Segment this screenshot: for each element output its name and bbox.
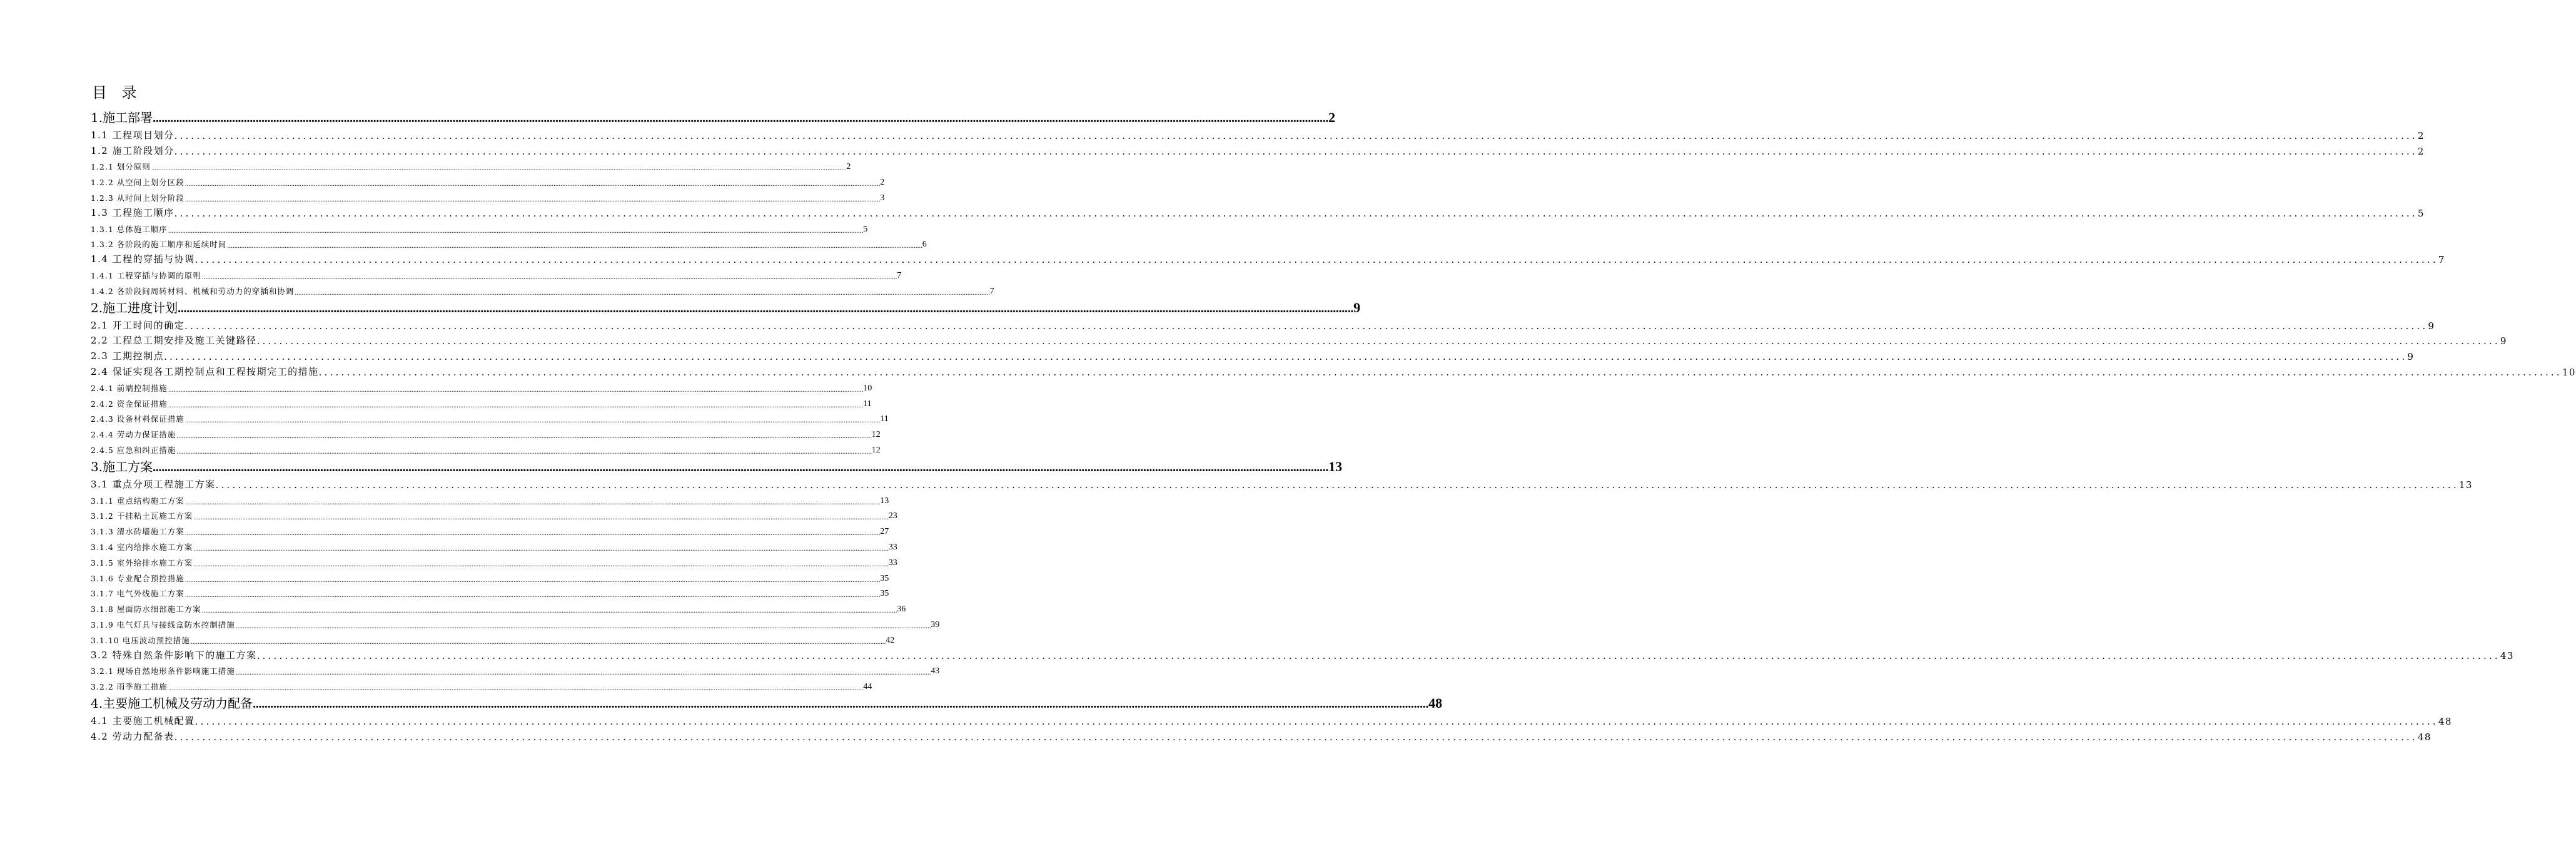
toc-entry-level-3[interactable]	[91, 219, 868, 235]
toc-entry-level-1[interactable]	[91, 106, 1336, 126]
toc-entry-label: 3.1.10 电压波动预控措施	[91, 635, 190, 645]
toc-entry-page-number: 13	[2458, 479, 2473, 491]
toc-entry-label: 1.4.1 工程穿插与协调的原则	[91, 270, 201, 280]
toc-entry-page-number: 13	[880, 496, 889, 506]
toc-entry-level-3[interactable]	[91, 676, 872, 693]
dot-leader: ................................................................................................................................................................................................................................................................................................................................................................................................................	[253, 697, 1429, 711]
toc-entry-level-3[interactable]	[91, 188, 885, 203]
toc-entry-label: 1.3.1 总体施工顺序	[91, 224, 168, 234]
toc-entry-page-number: 11	[863, 399, 872, 409]
toc-entry-label: 1.3.2 各阶段的施工顺序和延续时间	[91, 240, 227, 250]
toc-entry-page-number: 48	[1428, 695, 1443, 711]
toc-entry-page-number: 2	[880, 178, 885, 188]
toc-entry-page-number: 9	[1353, 299, 1361, 315]
toc-entry-page-number: 35	[880, 573, 889, 583]
toc-entry-label: 1.2.1 划分原则	[91, 162, 151, 172]
toc-entry-label: 3.1.1 重点结构施工方案	[91, 496, 184, 506]
toc-entry-label: 3.1.3 清水砖墙施工方案	[91, 527, 184, 537]
toc-entry-level-2[interactable]	[91, 475, 2473, 491]
toc-entry-page-number: 48	[2417, 731, 2432, 743]
dot-leader: ................................................................................................................................................................................................................................................................................................................................................................................................................	[153, 460, 1329, 474]
toc-entry-page-number: 10	[863, 383, 872, 393]
toc-entry-label: 2.4.2 资金保证措施	[91, 399, 168, 409]
dot-leader: ................................................................................................................................................................................................................................................................................................................................................................................................................	[184, 320, 2428, 332]
toc-entry-level-3[interactable]	[91, 172, 885, 188]
toc-entry-level-2[interactable]	[91, 203, 2425, 219]
dot-leader: ................................................................................................................................................................................................................................................................................................................................................................................................................	[176, 433, 872, 441]
toc-entry-page-number: 2	[2417, 130, 2425, 141]
toc-entry-level-3[interactable]	[91, 584, 889, 599]
toc-entry-page-number: 7	[897, 270, 902, 280]
toc-entry-page-number: 13	[1328, 458, 1343, 474]
toc-entry-level-3[interactable]	[91, 599, 906, 615]
toc-entry-page-number: 7	[989, 286, 994, 296]
toc-entry-page-number: 43	[2500, 650, 2514, 661]
dot-leader: ................................................................................................................................................................................................................................................................................................................................................................................................................	[215, 479, 2459, 491]
toc-entry-page-number: 2	[846, 162, 851, 172]
dot-leader: ................................................................................................................................................................................................................................................................................................................................................................................................................	[201, 608, 897, 615]
toc-entry-label: 4.主要施工机械及劳动力配备	[91, 696, 253, 711]
dot-leader: ................................................................................................................................................................................................................................................................................................................................................................................................................	[174, 731, 2418, 743]
dot-leader: ................................................................................................................................................................................................................................................................................................................................................................................................................	[295, 289, 990, 297]
toc-entry-level-3[interactable]	[91, 281, 994, 297]
toc-entry-label: 3.1.2 干挂粘土瓦施工方案	[91, 511, 193, 521]
toc-entry-level-3[interactable]	[91, 440, 881, 456]
dot-leader: ................................................................................................................................................................................................................................................................................................................................................................................................................	[256, 335, 2500, 347]
toc-entry-label: 3.1.8 屋面防水细部施工方案	[91, 604, 201, 614]
toc-entry-page-number: 12	[871, 430, 881, 440]
toc-entry-level-3[interactable]	[91, 409, 889, 425]
toc-entry-level-3[interactable]	[91, 424, 881, 441]
toc-entry-label: 2.1 开工时间的确定	[91, 319, 185, 331]
toc-entry-label: 2.2 工程总工期安排及施工关键路径	[91, 335, 257, 347]
toc-entry-page-number: 12	[871, 445, 881, 455]
dot-leader: ................................................................................................................................................................................................................................................................................................................................................................................................................	[318, 366, 2562, 378]
toc-entry-level-3[interactable]	[91, 235, 927, 250]
toc-list	[91, 106, 2576, 743]
toc-entry-label: 2.施工进度计划	[91, 300, 178, 315]
toc-entry-label: 1.4 工程的穿插与协调	[91, 253, 195, 265]
toc-entry-page-number: 33	[888, 542, 897, 552]
dot-leader: ................................................................................................................................................................................................................................................................................................................................................................................................................	[193, 545, 889, 553]
toc-entry-level-3[interactable]	[91, 506, 897, 522]
toc-entry-page-number: 5	[863, 224, 868, 234]
dot-leader: ................................................................................................................................................................................................................................................................................................................................................................................................................	[151, 165, 847, 173]
toc-entry-page-number: 39	[931, 619, 940, 629]
dot-leader: ................................................................................................................................................................................................................................................................................................................................................................................................................	[174, 145, 2418, 157]
toc-entry-level-3[interactable]	[91, 394, 872, 409]
toc-entry-page-number: 2	[1328, 110, 1336, 125]
toc-entry-level-2[interactable]	[91, 646, 2514, 661]
dot-leader: ................................................................................................................................................................................................................................................................................................................................................................................................................	[193, 561, 889, 568]
dot-leader: ................................................................................................................................................................................................................................................................................................................................................................................................................	[168, 227, 864, 235]
toc-entry-level-2[interactable]	[91, 141, 2425, 157]
toc-entry-page-number: 3	[880, 193, 885, 203]
toc-entry-label: 3.施工方案	[91, 459, 153, 474]
toc-entry-label: 2.3 工期控制点	[91, 350, 164, 362]
toc-entry-level-2[interactable]	[91, 711, 2452, 727]
toc-entry-label: 1.4.2 各阶段间周转材料、机械和劳动力的穿插和协调	[91, 286, 295, 296]
toc-entry-page-number: 2	[2417, 145, 2425, 157]
toc-entry-label: 3.1.9 电气灯具与接线盒防水控制措施	[91, 619, 235, 629]
toc-entry-level-3[interactable]	[91, 568, 889, 584]
dot-leader: ................................................................................................................................................................................................................................................................................................................................................................................................................	[178, 301, 1354, 315]
toc-entry-page-number: 6	[922, 240, 927, 250]
toc-entry-label: 1.2 施工阶段划分	[91, 145, 174, 156]
toc-entry-label: 3.2 特殊自然条件影响下的施工方案	[91, 649, 257, 661]
dot-leader: ................................................................................................................................................................................................................................................................................................................................................................................................................	[235, 623, 931, 630]
dot-leader: ................................................................................................................................................................................................................................................................................................................................................................................................................	[174, 207, 2418, 219]
toc-entry-page-number: 7	[2438, 254, 2445, 266]
toc-entry-level-3[interactable]	[91, 521, 889, 538]
dot-leader: ................................................................................................................................................................................................................................................................................................................................................................................................................	[193, 514, 889, 522]
toc-entry-level-3[interactable]	[91, 661, 940, 677]
toc-entry-level-3[interactable]	[91, 378, 872, 394]
dot-leader: ................................................................................................................................................................................................................................................................................................................................................................................................................	[184, 196, 881, 203]
toc-entry-page-number: 27	[880, 527, 889, 537]
toc-entry-level-2[interactable]	[91, 347, 2415, 363]
dot-leader: ................................................................................................................................................................................................................................................................................................................................................................................................................	[168, 402, 864, 409]
dot-leader: ................................................................................................................................................................................................................................................................................................................................................................................................................	[227, 243, 922, 250]
toc-entry-level-1[interactable]	[91, 692, 1443, 711]
dot-leader: ................................................................................................................................................................................................................................................................................................................................................................................................................	[235, 670, 931, 677]
toc-entry-level-1[interactable]	[91, 297, 1361, 316]
toc-entry-level-3[interactable]	[91, 157, 851, 173]
dot-leader: ................................................................................................................................................................................................................................................................................................................................................................................................................	[194, 715, 2438, 727]
toc-entry-level-2[interactable]	[91, 727, 2432, 743]
toc-entry-label: 1.1 工程项目划分	[91, 129, 174, 141]
toc-entry-page-number: 42	[886, 635, 895, 645]
toc-entry-label: 3.1.6 专业配合预控措施	[91, 573, 184, 583]
toc-entry-page-number: 9	[2428, 320, 2435, 332]
toc-title: 目 录	[92, 84, 142, 101]
dot-leader: ................................................................................................................................................................................................................................................................................................................................................................................................................	[174, 130, 2418, 141]
toc-entry-level-3[interactable]	[91, 553, 897, 568]
toc-entry-label: 2.4 保证实现各工期控制点和工程按期完工的措施	[91, 365, 319, 377]
toc-entry-label: 3.2.1 现场自然地形条件影响施工措施	[91, 666, 235, 676]
toc-entry-label: 1.2.3 从时间上划分阶段	[91, 193, 184, 203]
toc-entry-page-number: 44	[863, 682, 872, 692]
toc-entry-label: 4.2 劳动力配备表	[91, 730, 174, 742]
toc-entry-level-2[interactable]	[91, 126, 2425, 141]
toc-entry-label: 3.2.2 雨季施工措施	[91, 682, 168, 692]
toc-entry-page-number: 9	[2500, 335, 2507, 347]
toc-entry-level-3[interactable]	[91, 265, 902, 281]
toc-entry-level-2[interactable]	[91, 332, 2507, 347]
toc-entry-label: 3.1.5 室外给排水施工方案	[91, 558, 193, 568]
dot-leader: ................................................................................................................................................................................................................................................................................................................................................................................................................	[190, 638, 886, 646]
dot-leader: ................................................................................................................................................................................................................................................................................................................................................................................................................	[184, 499, 881, 506]
toc-entry-page-number: 5	[2417, 207, 2425, 219]
toc-entry-page-number: 35	[880, 589, 889, 599]
dot-leader: ................................................................................................................................................................................................................................................................................................................................................................................................................	[184, 530, 881, 538]
toc-entry-level-3[interactable]	[91, 491, 889, 506]
dot-leader: ................................................................................................................................................................................................................................................................................................................................................................................................................	[184, 417, 881, 425]
toc-entry-label: 3.1.7 电气外线施工方案	[91, 589, 184, 599]
dot-leader: ................................................................................................................................................................................................................................................................................................................................................................................................................	[194, 254, 2438, 266]
toc-entry-page-number: 23	[888, 511, 897, 521]
toc-entry-level-2[interactable]	[91, 316, 2435, 332]
dot-leader: ................................................................................................................................................................................................................................................................................................................................................................................................................	[201, 273, 897, 281]
toc-entry-label: 3.1.4 室内给排水施工方案	[91, 542, 193, 552]
toc-entry-level-2[interactable]	[91, 362, 2576, 378]
toc-entry-label: 4.1 主要施工机械配置	[91, 715, 195, 726]
toc-entry-page-number: 36	[897, 604, 906, 614]
dot-leader: ................................................................................................................................................................................................................................................................................................................................................................................................................	[184, 181, 881, 188]
dot-leader: ................................................................................................................................................................................................................................................................................................................................................................................................................	[176, 448, 872, 456]
toc-entry-page-number: 10	[2562, 366, 2576, 378]
toc-entry-level-3[interactable]	[91, 614, 940, 630]
toc-entry-level-3[interactable]	[91, 537, 897, 553]
dot-leader: ................................................................................................................................................................................................................................................................................................................................................................................................................	[153, 111, 1329, 125]
toc-entry-page-number: 43	[931, 666, 940, 676]
toc-entry-level-3[interactable]	[91, 630, 895, 646]
toc-entry-page-number: 33	[888, 558, 897, 568]
dot-leader: ................................................................................................................................................................................................................................................................................................................................................................................................................	[168, 386, 864, 394]
dot-leader: ................................................................................................................................................................................................................................................................................................................................................................................................................	[256, 650, 2500, 661]
toc-entry-label: 1.施工部署	[91, 110, 153, 125]
dot-leader: ................................................................................................................................................................................................................................................................................................................................................................................................................	[164, 351, 2408, 363]
toc-entry-page-number: 11	[880, 414, 889, 424]
toc-entry-label: 1.3 工程施工顺序	[91, 206, 174, 218]
toc-entry-label: 3.1 重点分项工程施工方案	[91, 478, 216, 490]
toc-entry-label: 1.2.2 从空间上划分区段	[91, 178, 184, 188]
toc-entry-page-number: 9	[2407, 351, 2415, 363]
toc-entry-page-number: 48	[2438, 715, 2452, 727]
toc-entry-label: 2.4.3 设备材料保证措施	[91, 414, 184, 424]
toc-entry-label: 2.4.1 前端控制措施	[91, 383, 168, 393]
dot-leader: ................................................................................................................................................................................................................................................................................................................................................................................................................	[184, 576, 881, 584]
toc-entry-label: 2.4.5 应急和纠正措施	[91, 445, 176, 455]
dot-leader: ................................................................................................................................................................................................................................................................................................................................................................................................................	[168, 685, 864, 693]
toc-entry-level-1[interactable]	[91, 456, 1343, 475]
dot-leader: ................................................................................................................................................................................................................................................................................................................................................................................................................	[184, 592, 881, 599]
toc-entry-level-2[interactable]	[91, 250, 2445, 266]
toc-entry-label: 2.4.4 劳动力保证措施	[91, 430, 176, 440]
